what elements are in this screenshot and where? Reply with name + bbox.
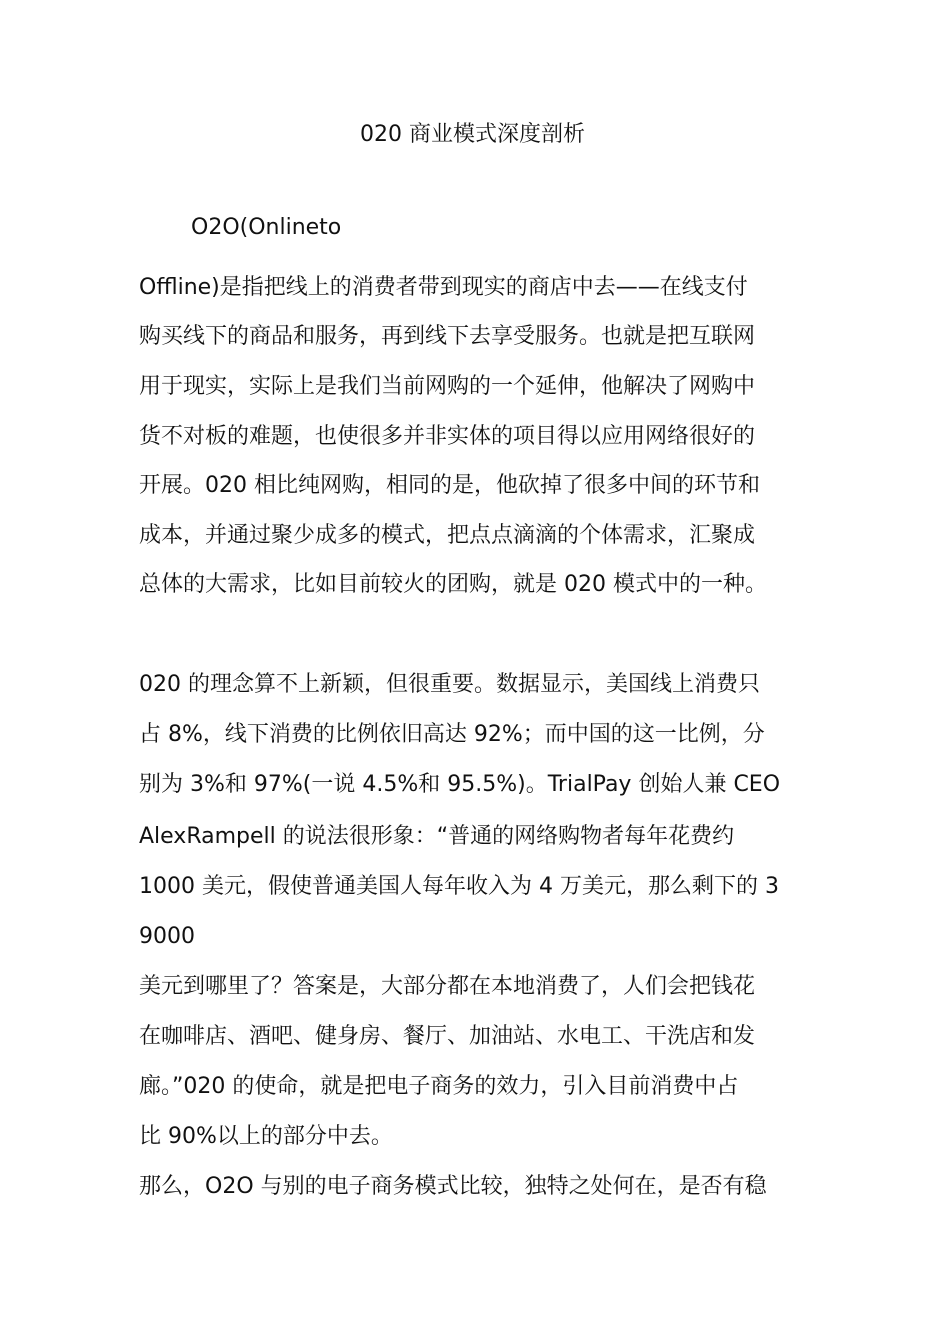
paragraph-line: 那么，O2O 与别的电子商务模式比较，独特之处何在，是否有稳 bbox=[139, 1174, 767, 1199]
paragraph-line: 廊。”020 的使命，就是把电子商务的效力，引入目前消费中占 bbox=[139, 1074, 739, 1099]
paragraph-line: O2O(Onlineto bbox=[191, 215, 342, 240]
paragraph-line: 总体的大需求，比如目前较火的团购，就是 020 模式中的一种。 bbox=[139, 572, 767, 597]
paragraph-line: AlexRampell 的说法很形象：“普通的网络购物者每年花费约 bbox=[139, 824, 735, 849]
paragraph-line: 成本，并通过聚少成多的模式，把点点滴滴的个体需求，汇聚成 bbox=[139, 523, 756, 548]
paragraph-line: 在咖啡店、酒吧、健身房、餐厅、加油站、水电工、干洗店和发 bbox=[139, 1024, 756, 1049]
paragraph-line: 货不对板的难题，也使很多并非实体的项目得以应用网络很好的 bbox=[139, 424, 756, 449]
paragraph-line: Offline)是指把线上的消费者带到现实的商店中去——在线支付 bbox=[139, 275, 748, 300]
paragraph-line: 别为 3%和 97%(一说 4.5%和 95.5%)。TrialPay 创始人兼 CEO bbox=[139, 772, 781, 797]
document-title: 020 商业模式深度剖析 bbox=[360, 122, 585, 147]
paragraph-line: 购买线下的商品和服务，再到线下去享受服务。也就是把互联网 bbox=[139, 324, 756, 349]
paragraph-line: 占 8%，线下消费的比例依旧高达 92%；而中国的这一比例，分 bbox=[139, 722, 765, 747]
paragraph-line: 比 90%以上的部分中去。 bbox=[139, 1124, 393, 1149]
paragraph-line: 美元到哪里了？答案是，大部分都在本地消费了，人们会把钱花 bbox=[139, 974, 756, 999]
paragraph-line: 9000 bbox=[139, 924, 195, 949]
paragraph-line: 用于现实，实际上是我们当前网购的一个延伸，他解决了网购中 bbox=[139, 374, 756, 399]
paragraph-line: 1000 美元，假使普通美国人每年收入为 4 万美元，那么剩下的 3 bbox=[139, 874, 779, 899]
paragraph-line: 020 的理念算不上新颖，但很重要。数据显示，美国线上消费只 bbox=[139, 672, 760, 697]
paragraph-line: 开展。020 相比纯网购，相同的是，他砍掉了很多中间的环节和 bbox=[139, 473, 760, 498]
